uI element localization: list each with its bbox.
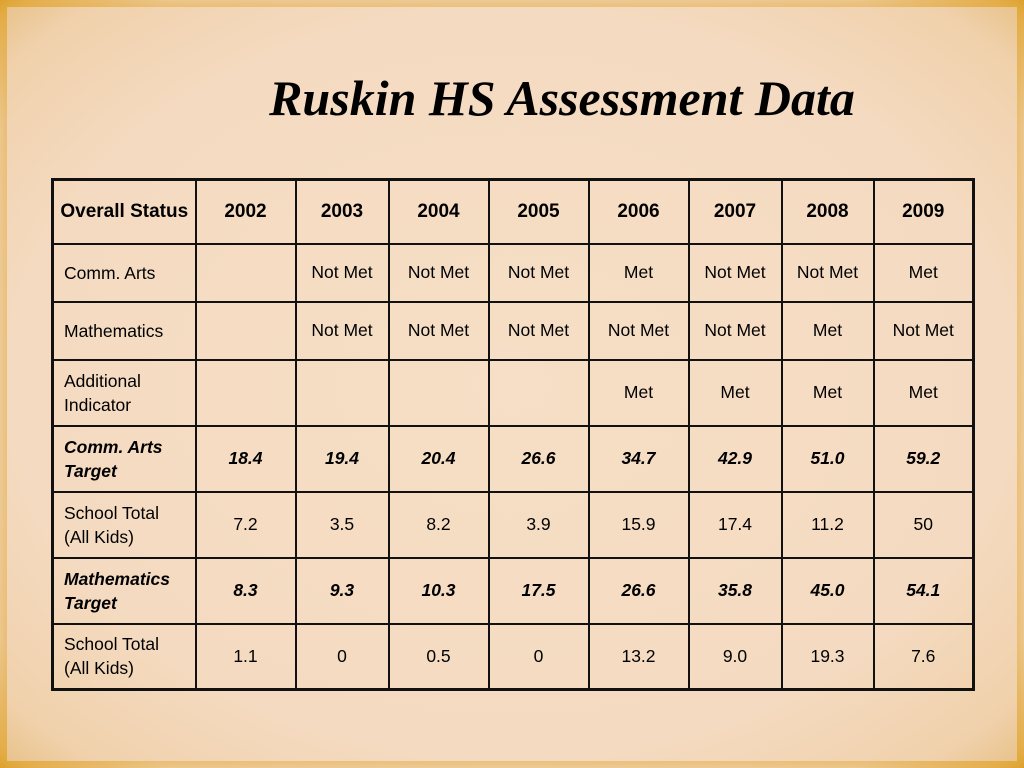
table-cell bbox=[196, 302, 296, 360]
table-cell: 19.4 bbox=[296, 426, 389, 492]
column-header: Overall Status bbox=[53, 180, 196, 244]
table-cell: Met bbox=[874, 360, 974, 426]
column-header: 2004 bbox=[389, 180, 489, 244]
table-row bbox=[53, 302, 974, 360]
table-cell: 59.2 bbox=[874, 426, 974, 492]
table-row bbox=[53, 426, 974, 492]
table-cell: 7.2 bbox=[196, 492, 296, 558]
row-label: Comm. Arts Target bbox=[53, 426, 196, 492]
table-cell: Not Met bbox=[489, 244, 589, 302]
table-cell: Not Met bbox=[689, 302, 782, 360]
table-cell: 17.4 bbox=[689, 492, 782, 558]
assessment-table-container bbox=[51, 178, 975, 691]
table-cell: 9.0 bbox=[689, 624, 782, 690]
table-cell: 7.6 bbox=[874, 624, 974, 690]
table-header-row bbox=[53, 180, 974, 244]
table-cell: 17.5 bbox=[489, 558, 589, 624]
table-cell: 8.3 bbox=[196, 558, 296, 624]
table-cell: 19.3 bbox=[782, 624, 874, 690]
table-cell: 50 bbox=[874, 492, 974, 558]
table-cell: 0 bbox=[489, 624, 589, 690]
table-row bbox=[53, 492, 974, 558]
table-cell: Not Met bbox=[389, 302, 489, 360]
table-cell: 1.1 bbox=[196, 624, 296, 690]
table-cell bbox=[196, 244, 296, 302]
row-label: Additional Indicator bbox=[53, 360, 196, 426]
table-cell bbox=[296, 360, 389, 426]
table-row bbox=[53, 244, 974, 302]
table-cell: 10.3 bbox=[389, 558, 489, 624]
column-header: 2006 bbox=[589, 180, 689, 244]
table-row bbox=[53, 558, 974, 624]
table-row bbox=[53, 360, 974, 426]
table-cell: Not Met bbox=[296, 244, 389, 302]
table-cell: 42.9 bbox=[689, 426, 782, 492]
table-cell: 20.4 bbox=[389, 426, 489, 492]
row-label: Mathematics Target bbox=[53, 558, 196, 624]
table-cell: 35.8 bbox=[689, 558, 782, 624]
table-cell: Met bbox=[589, 360, 689, 426]
table-cell: 8.2 bbox=[389, 492, 489, 558]
column-header: 2007 bbox=[689, 180, 782, 244]
table-cell: Not Met bbox=[689, 244, 782, 302]
table-cell: 34.7 bbox=[589, 426, 689, 492]
table-cell: 15.9 bbox=[589, 492, 689, 558]
column-header: 2009 bbox=[874, 180, 974, 244]
table-cell: 3.5 bbox=[296, 492, 389, 558]
column-header: 2008 bbox=[782, 180, 874, 244]
table-cell: Not Met bbox=[489, 302, 589, 360]
table-cell: Met bbox=[589, 244, 689, 302]
row-label: Mathematics bbox=[53, 302, 196, 360]
table-cell: Met bbox=[782, 302, 874, 360]
table-cell: Met bbox=[874, 244, 974, 302]
table-cell: 3.9 bbox=[489, 492, 589, 558]
table-cell: 0.5 bbox=[389, 624, 489, 690]
table-cell: Not Met bbox=[782, 244, 874, 302]
row-label: School Total (All Kids) bbox=[53, 492, 196, 558]
row-label: Comm. Arts bbox=[53, 244, 196, 302]
table-cell: Not Met bbox=[389, 244, 489, 302]
column-header: 2003 bbox=[296, 180, 389, 244]
column-header: 2005 bbox=[489, 180, 589, 244]
table-cell: 26.6 bbox=[489, 426, 589, 492]
table-cell: Met bbox=[689, 360, 782, 426]
table-cell bbox=[489, 360, 589, 426]
table-cell: Not Met bbox=[589, 302, 689, 360]
assessment-table bbox=[51, 178, 975, 691]
table-row bbox=[53, 624, 974, 690]
table-cell: 0 bbox=[296, 624, 389, 690]
table-cell: Not Met bbox=[874, 302, 974, 360]
table-cell: 45.0 bbox=[782, 558, 874, 624]
table-cell: 26.6 bbox=[589, 558, 689, 624]
row-label: School Total (All Kids) bbox=[53, 624, 196, 690]
table-cell: Not Met bbox=[296, 302, 389, 360]
table-cell: Met bbox=[782, 360, 874, 426]
table-cell: 11.2 bbox=[782, 492, 874, 558]
column-header: 2002 bbox=[196, 180, 296, 244]
table-cell: 54.1 bbox=[874, 558, 974, 624]
table-cell bbox=[196, 360, 296, 426]
table-cell: 18.4 bbox=[196, 426, 296, 492]
slide-title: Ruskin HS Assessment Data bbox=[269, 70, 855, 126]
table-cell: 9.3 bbox=[296, 558, 389, 624]
table-cell: 13.2 bbox=[589, 624, 689, 690]
table-cell bbox=[389, 360, 489, 426]
table-cell: 51.0 bbox=[782, 426, 874, 492]
